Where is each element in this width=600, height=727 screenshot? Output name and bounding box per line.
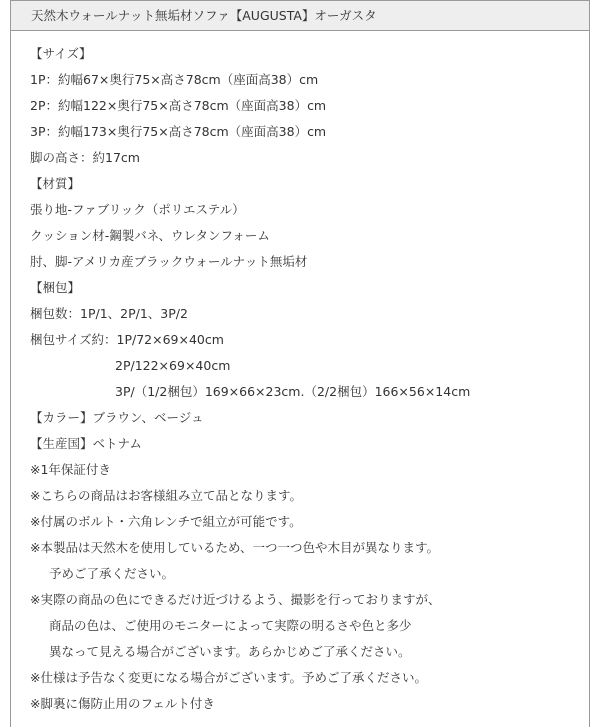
spec-table [10, 0, 590, 727]
note-natural-wood-cont: 予めご了承ください。 [49, 566, 175, 581]
material-cushion: クッション材-鋼製バネ、ウレタンフォーム [30, 228, 270, 243]
material-upholstery: 張り地-ファブリック（ポリエステル） [30, 202, 245, 217]
color-info: 【カラー】ブラウン、ベージュ [30, 410, 204, 425]
spec-body [11, 31, 589, 717]
packing-count: 梱包数：1P/1、2P/1、3P/2 [30, 306, 188, 321]
note-assembly: ※こちらの商品はお客様組み立て品となります。 [30, 488, 302, 503]
section-heading-material: 【材質】 [30, 176, 81, 191]
note-spec-change: ※仕様は予告なく変更になる場合がございます。予めご了承ください。 [30, 670, 427, 685]
size-3p: 3P：約幅173×奥行75×高さ78cm（座面高38）cm [30, 124, 327, 139]
note-tools: ※付属のボルト・六角レンチで組立が可能です。 [30, 514, 302, 529]
note-warranty: ※1年保証付き [30, 462, 111, 477]
product-title: 天然木ウォールナット無垢材ソファ【AUGUSTA】オーガスタ [31, 8, 377, 23]
note-color-photo: ※実際の商品の色にできるだけ近づけるよう、撮影を行っておりますが、 [30, 592, 441, 607]
material-arms-legs: 肘、脚-アメリカ産ブラックウォールナット無垢材 [30, 254, 308, 269]
packing-size-1p: 梱包サイズ約：1P/72×69×40cm [30, 332, 224, 347]
size-2p: 2P：約幅122×奥行75×高さ78cm（座面高38）cm [30, 98, 327, 113]
note-natural-wood: ※本製品は天然木を使用しているため、一つ一つ色や木目が異なります。 [30, 540, 439, 555]
section-heading-size: 【サイズ】 [30, 46, 92, 61]
size-1p: 1P：約幅67×奥行75×高さ78cm（座面高38）cm [30, 72, 319, 87]
note-felt-pads: ※脚裏に傷防止用のフェルト付き [30, 696, 215, 711]
note-color-photo-cont2: 異なって見える場合がございます。あらかじめご了承ください。 [49, 644, 411, 659]
leg-height: 脚の高さ：約17cm [30, 150, 140, 165]
note-color-photo-cont1: 商品の色は、ご使用のモニターによって実際の明るさや色と多少 [49, 618, 412, 633]
packing-size-3p: 3P/（1/2梱包）169×66×23cm.（2/2梱包）166×56×14cm [115, 384, 471, 399]
packing-size-2p: 2P/122×69×40cm [115, 358, 231, 373]
product-title-bar [11, 1, 589, 31]
section-heading-packing: 【梱包】 [30, 280, 81, 295]
country-of-origin: 【生産国】ベトナム [30, 436, 142, 451]
